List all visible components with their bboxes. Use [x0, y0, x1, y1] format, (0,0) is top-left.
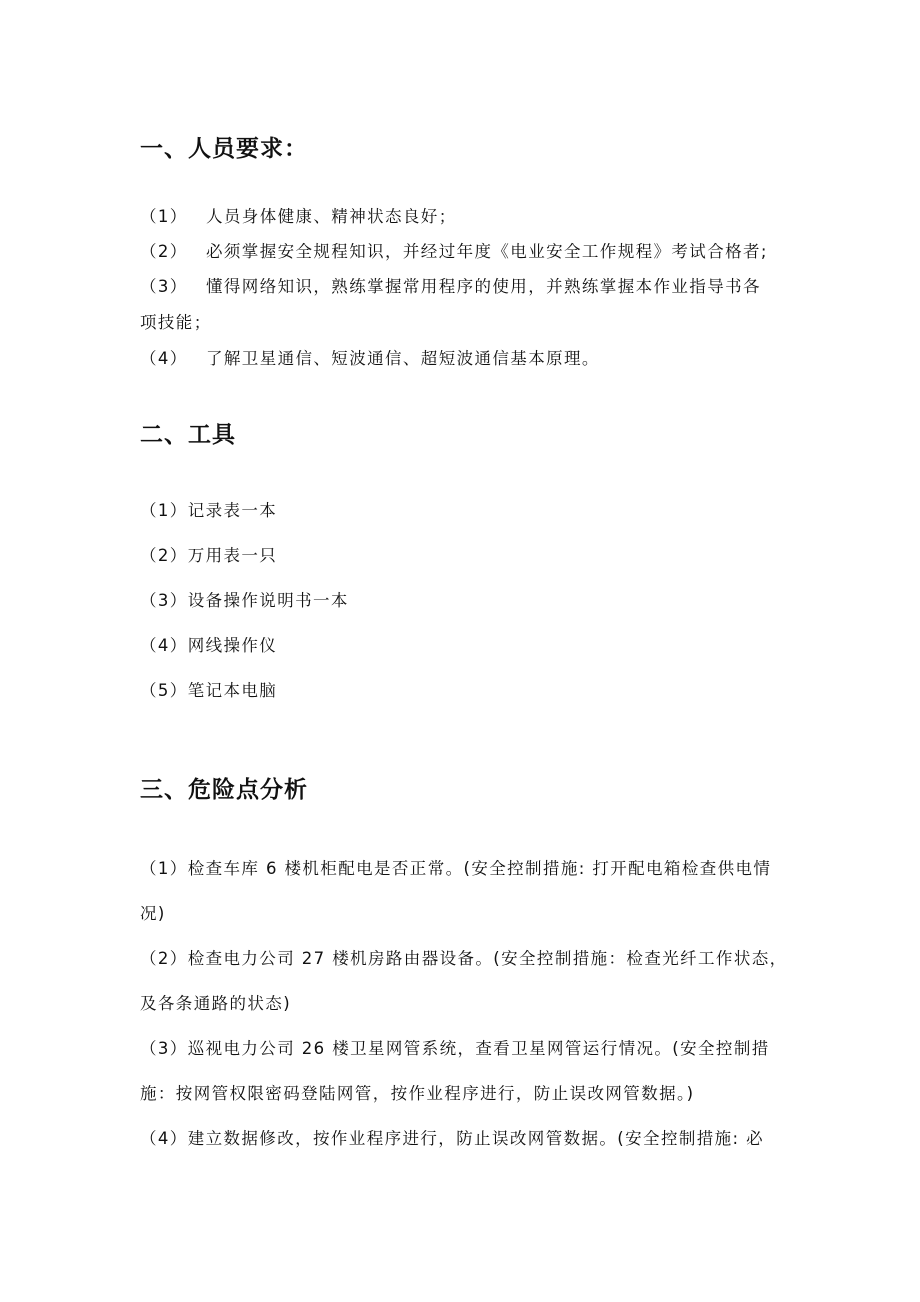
item-number: （1） — [140, 207, 188, 226]
item-number: （4） — [140, 1129, 188, 1148]
item-number: （2） — [140, 949, 188, 968]
item-text: 巡视电力公司 26 楼卫星网管系统，查看卫星网管运行情况。(安全控制措 — [187, 1039, 770, 1058]
section-heading-risk-analysis: 三、危险点分析 — [140, 777, 308, 803]
item-number: （3） — [140, 591, 188, 610]
item-number: （1） — [140, 859, 188, 878]
list-item — [140, 855, 771, 879]
item-text: 记录表一本 — [187, 501, 278, 520]
item-number: （4） — [140, 349, 188, 368]
item-text: 检查车库 6 楼机柜配电是否正常。(安全控制措施: 打开配电箱检查供电情 — [187, 859, 772, 878]
item-text: 懂得网络知识，熟练掌握常用程序的使用，并熟练掌握本作业指导书各 — [206, 277, 761, 296]
list-item — [140, 632, 277, 656]
item-text: 设备操作说明书一本 — [187, 591, 349, 610]
item-number: （1） — [140, 501, 188, 520]
list-item — [140, 677, 277, 701]
list-item-continuation: 施：按网管权限密码登陆网管，按作业程序进行，防止误改网管数据。) — [140, 1084, 695, 1103]
item-text: 检查电力公司 27 楼机房路由器设备。(安全控制措施：检查光纤工作状态， — [187, 949, 788, 968]
list-item — [140, 273, 761, 297]
item-text: 建立数据修改，按作业程序进行，防止误改网管数据。(安全控制措施: 必 — [187, 1129, 765, 1148]
list-item-continuation: 况) — [140, 904, 166, 923]
item-text: 万用表一只 — [187, 546, 278, 565]
list-item — [140, 542, 277, 566]
list-item — [140, 238, 768, 262]
list-item — [140, 497, 277, 521]
item-text: 笔记本电脑 — [187, 681, 278, 700]
list-item-continuation: 项技能； — [140, 313, 212, 332]
item-number: （5） — [140, 681, 188, 700]
item-number: （3） — [140, 277, 188, 296]
list-item — [140, 1125, 764, 1149]
item-number: （4） — [140, 636, 188, 655]
list-item — [140, 587, 349, 611]
list-item — [140, 1035, 770, 1059]
item-text: 人员身体健康、精神状态良好； — [206, 207, 457, 226]
item-text: 网线操作仪 — [187, 636, 278, 655]
section-heading-personnel: 一、人员要求： — [140, 136, 308, 162]
list-item-continuation: 及各条通路的状态) — [140, 994, 292, 1013]
item-number: （2） — [140, 546, 188, 565]
section-heading-tools: 二、工具 — [140, 422, 236, 448]
item-text: 了解卫星通信、短波通信、超短波通信基本原理。 — [206, 349, 600, 368]
item-text: 必须掌握安全规程知识，并经过年度《电业安全工作规程》考试合格者; — [206, 242, 768, 261]
item-number: （2） — [140, 242, 188, 261]
item-number: （3） — [140, 1039, 188, 1058]
list-item — [140, 345, 600, 369]
list-item — [140, 945, 788, 969]
list-item — [140, 203, 457, 227]
